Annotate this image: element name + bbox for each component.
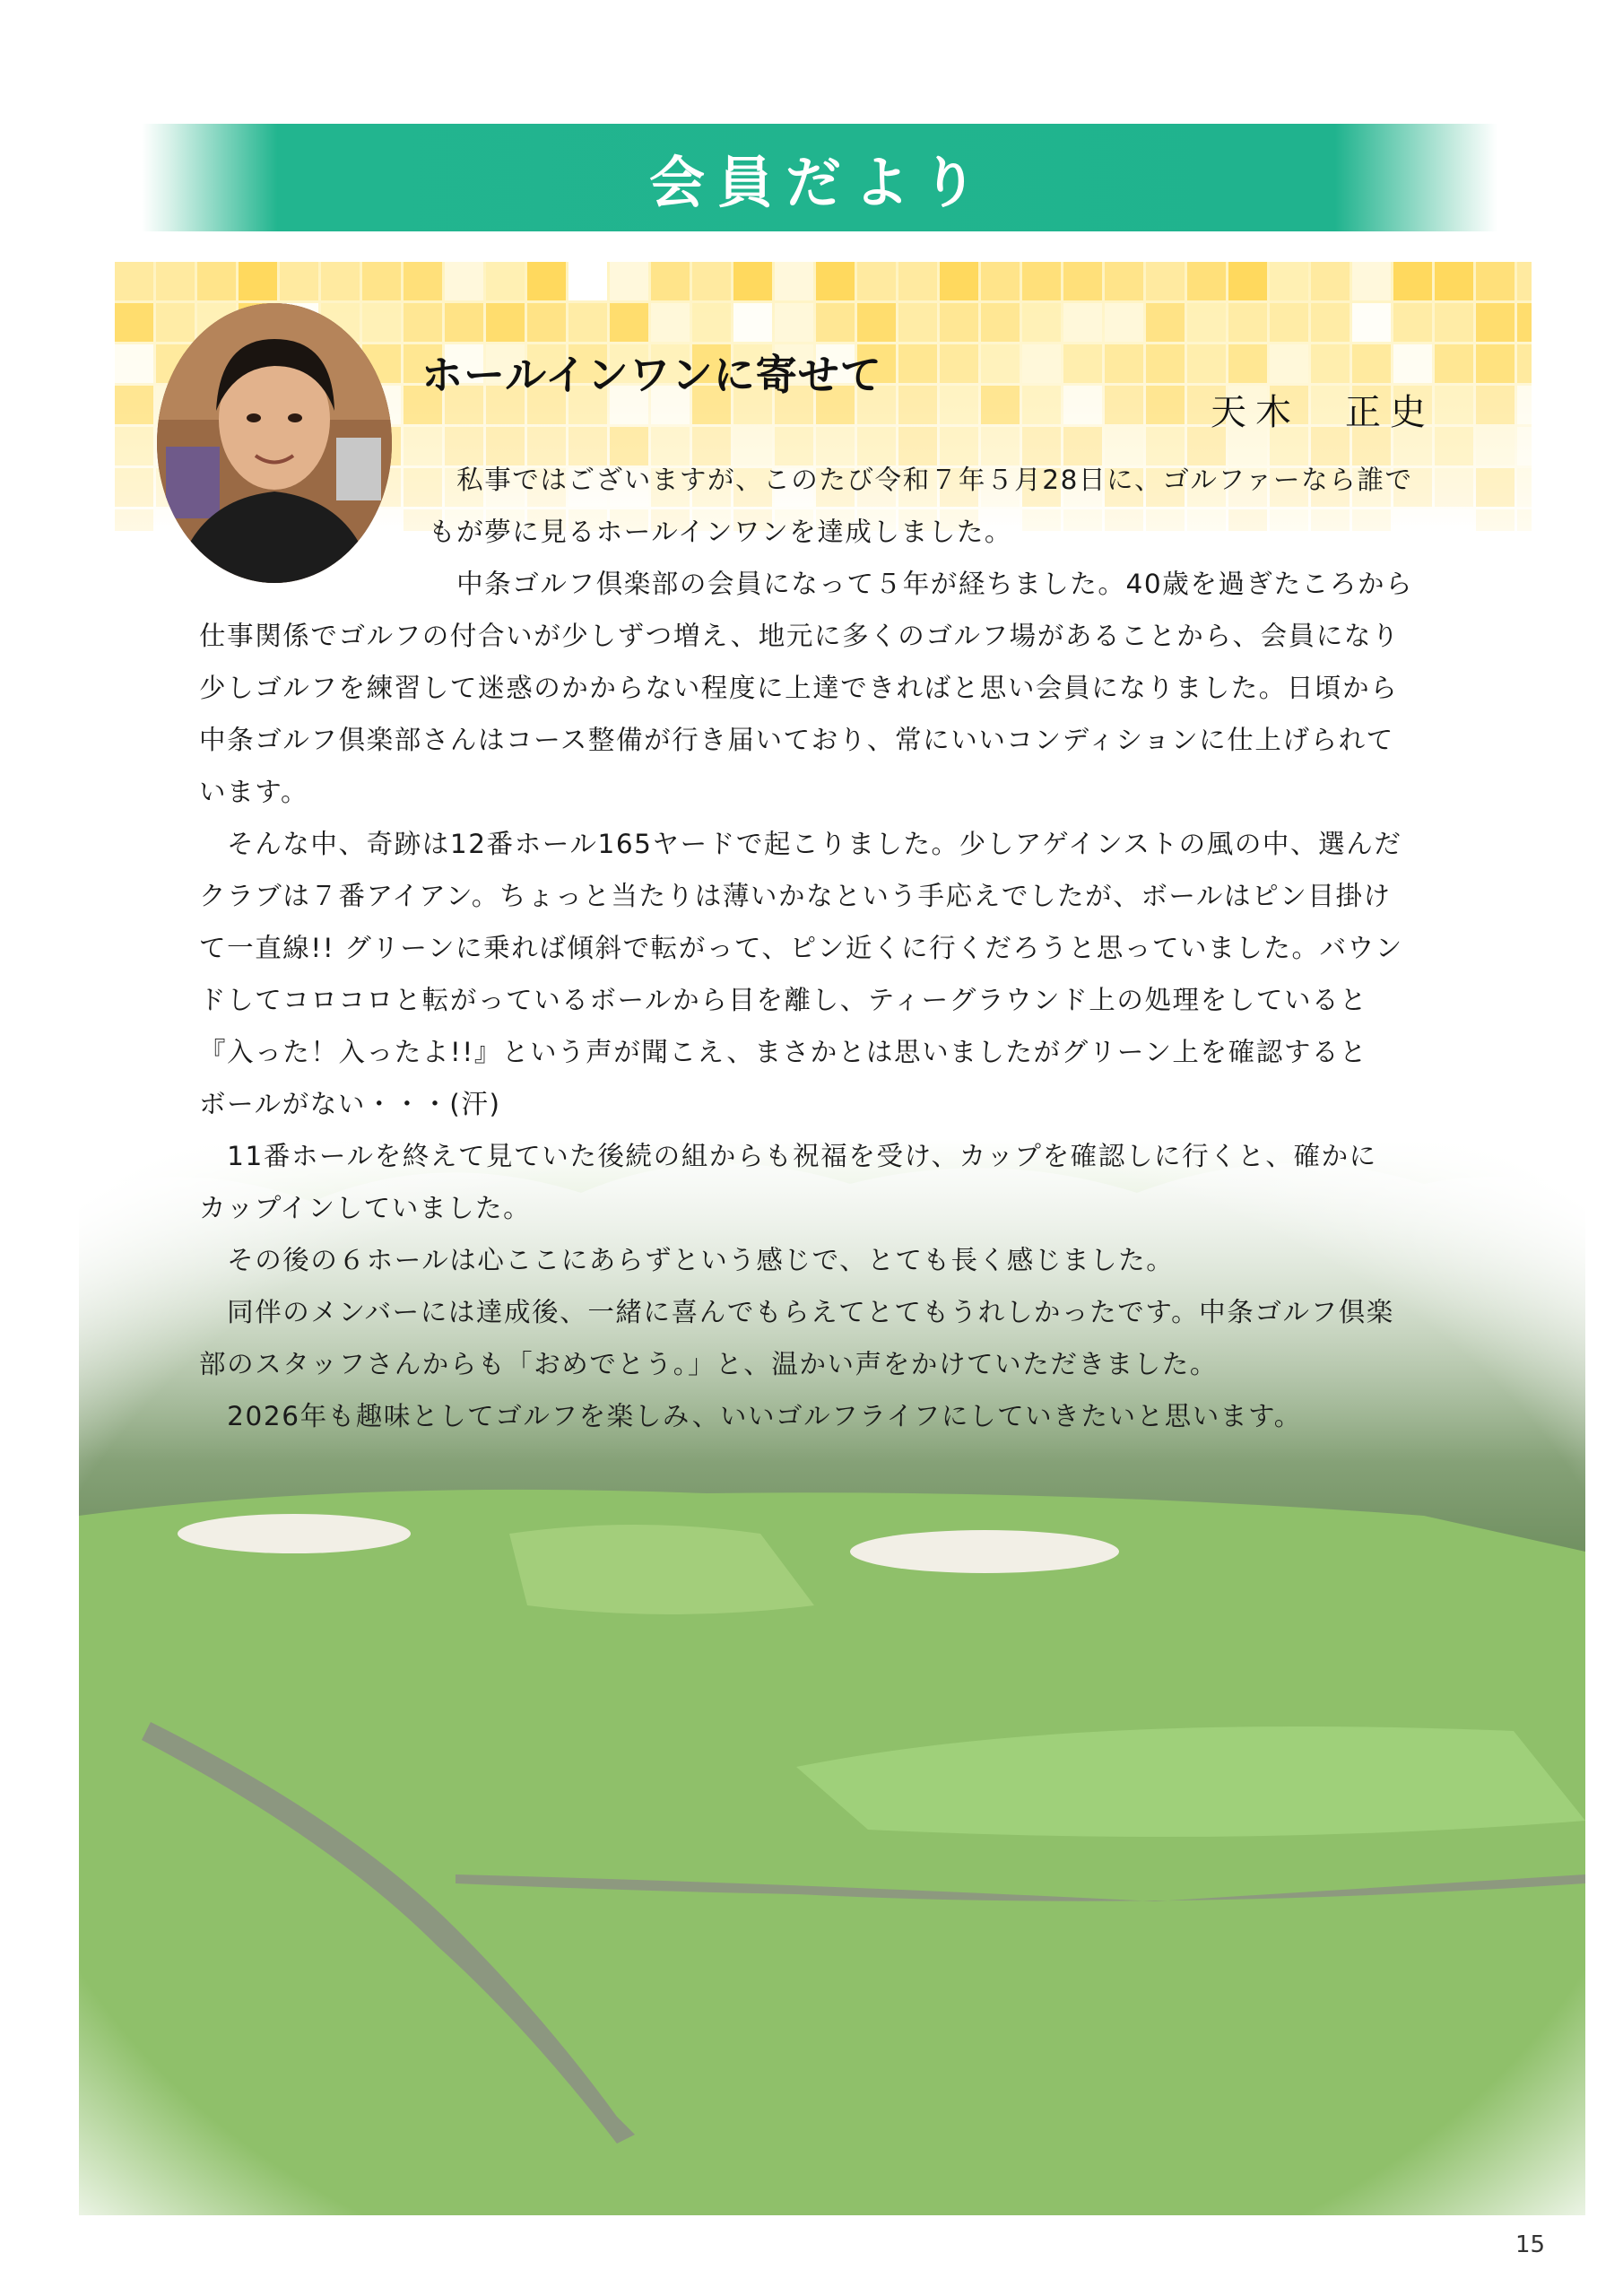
mosaic-tile xyxy=(1146,386,1185,424)
mosaic-tile xyxy=(1187,344,1226,383)
mosaic-tile xyxy=(321,262,360,300)
mosaic-tile xyxy=(775,303,813,342)
mosaic-tile xyxy=(1352,344,1391,383)
mosaic-tile xyxy=(1022,509,1061,531)
mosaic-tile xyxy=(651,262,690,300)
mosaic-tile xyxy=(1105,344,1143,383)
mosaic-tile xyxy=(940,344,978,383)
mosaic-tile xyxy=(1311,303,1350,342)
body-line: て一直線!! グリーンに乗れば傾斜で転がって、ピン近くに行くだろうと思っていました。バウン xyxy=(199,933,1403,963)
mosaic-tile xyxy=(115,344,153,383)
mosaic-tile xyxy=(1517,468,1532,507)
mosaic-tile xyxy=(1146,509,1185,531)
mosaic-tile xyxy=(1435,303,1473,342)
mosaic-tile xyxy=(1063,509,1102,531)
mosaic-tile xyxy=(445,303,483,342)
mosaic-tile xyxy=(1393,303,1432,342)
mosaic-tile xyxy=(1146,262,1185,300)
author-name: 天木 正史 xyxy=(1211,392,1435,433)
mosaic-tile xyxy=(1105,386,1143,424)
body-line: 部のスタッフさんからも「おめでとう。」と、温かい声をかけていただきました。 xyxy=(199,1349,1218,1379)
mosaic-tile xyxy=(1476,468,1515,507)
article-title: ホールインワンに寄せて xyxy=(421,351,882,399)
mosaic-tile xyxy=(1063,262,1102,300)
mosaic-tile xyxy=(857,262,896,300)
mosaic-tile xyxy=(1352,303,1391,342)
body-line: 中条ゴルフ倶楽部の会員になって５年が経ちました。40歳を過ぎたころから xyxy=(429,569,1414,599)
mosaic-tile xyxy=(1105,262,1143,300)
body-line: 同伴のメンバーには達成後、一緒に喜んでもらえてとてもうれしかったです。中条ゴルフ倶楽 xyxy=(199,1297,1394,1327)
mosaic-tile xyxy=(1476,427,1515,465)
body-line: 11番ホールを終えて見ていた後続の組からも祝福を受け、カップを確認しに行くと、確かに xyxy=(199,1141,1377,1171)
body-line: 『入った！入ったよ!!』という声が聞こえ、まさかとは思いましたがグリーン上を確認すると xyxy=(199,1037,1368,1067)
mosaic-tile xyxy=(1063,303,1102,342)
mosaic-tile xyxy=(1187,303,1226,342)
mosaic-tile xyxy=(816,262,855,300)
mosaic-tile xyxy=(1270,262,1308,300)
mosaic-tile xyxy=(527,303,566,342)
mosaic-tile xyxy=(115,468,153,507)
mosaic-tile xyxy=(115,509,153,531)
mosaic-tile xyxy=(445,262,483,300)
mosaic-tile xyxy=(1393,344,1432,383)
mosaic-tile xyxy=(1105,303,1143,342)
body-line: 2026年も趣味としてゴルフを楽しみ、いいゴルフライフにしていきたいと思います。 xyxy=(199,1401,1302,1431)
mosaic-tile xyxy=(1311,262,1350,300)
body-line: もが夢に見るホールインワンを達成しました。 xyxy=(429,517,1013,547)
mosaic-tile xyxy=(1063,344,1102,383)
mosaic-tile xyxy=(1393,509,1432,531)
mosaic-tile xyxy=(1517,427,1532,465)
mosaic-tile xyxy=(1476,262,1515,300)
mosaic-tile xyxy=(1435,468,1473,507)
mosaic-tile xyxy=(857,303,896,342)
body-line: います。 xyxy=(199,777,309,807)
mosaic-tile xyxy=(404,303,442,342)
mosaic-tile xyxy=(1476,303,1515,342)
mosaic-tile xyxy=(527,262,566,300)
mosaic-tile xyxy=(1517,303,1532,342)
mosaic-tile xyxy=(156,303,195,342)
mosaic-tile xyxy=(1352,262,1391,300)
mosaic-tile xyxy=(1228,344,1267,383)
mosaic-tile xyxy=(981,386,1020,424)
mosaic-tile xyxy=(1063,386,1102,424)
mosaic-tile xyxy=(1311,509,1350,531)
mosaic-tile xyxy=(1187,262,1226,300)
mosaic-tile xyxy=(940,303,978,342)
mosaic-tile xyxy=(940,262,978,300)
mosaic-tile xyxy=(1022,303,1061,342)
mosaic-tile xyxy=(1022,262,1061,300)
mosaic-tile xyxy=(1022,344,1061,383)
mosaic-tile xyxy=(775,262,813,300)
mosaic-tile xyxy=(898,344,937,383)
mosaic-tile xyxy=(940,386,978,424)
mosaic-tile xyxy=(404,262,442,300)
mosaic-tile xyxy=(1352,509,1391,531)
mosaic-tile xyxy=(156,262,195,300)
mosaic-tile xyxy=(486,262,525,300)
mosaic-tile xyxy=(898,262,937,300)
mosaic-tile xyxy=(197,262,236,300)
author-portrait xyxy=(157,303,392,583)
mosaic-tile xyxy=(981,344,1020,383)
mosaic-tile xyxy=(610,262,648,300)
mosaic-tile xyxy=(1435,262,1473,300)
mosaic-tile xyxy=(115,262,153,300)
mosaic-tile xyxy=(1517,344,1532,383)
body-line: 中条ゴルフ倶楽部さんはコース整備が行き届いており、常にいいコンディションに仕上げられて xyxy=(199,725,1394,755)
mosaic-tile xyxy=(1270,344,1308,383)
mosaic-tile xyxy=(1187,509,1226,531)
mosaic-tile xyxy=(1146,303,1185,342)
section-title: 会員だより xyxy=(648,149,990,215)
body-line: ドしてコロコロと転がっているボールから目を離し、ティーグラウンド上の処理をしていると xyxy=(199,985,1368,1015)
mosaic-tile xyxy=(486,303,525,342)
mosaic-tile xyxy=(568,262,607,300)
body-line: 少しゴルフを練習して迷惑のかからない程度に上達できればと思い会員になりました。日頃から xyxy=(199,673,1399,703)
body-line: ボールがない・・・(汗) xyxy=(199,1089,501,1119)
mosaic-tile xyxy=(1476,509,1515,531)
body-line: 仕事関係でゴルフの付合いが少しずつ増え、地元に多くのゴルフ場があることから、会員になり xyxy=(199,621,1401,651)
body-line: そんな中、奇跡は12番ホール165ヤードで起こりました。少しアゲインストの風の中、選んだ xyxy=(199,829,1402,859)
mosaic-tile xyxy=(733,303,772,342)
mosaic-tile xyxy=(1228,303,1267,342)
mosaic-tile xyxy=(610,303,648,342)
mosaic-tile xyxy=(568,303,607,342)
mosaic-tile xyxy=(1270,509,1308,531)
mosaic-tile xyxy=(692,262,731,300)
mosaic-tile xyxy=(1228,262,1267,300)
mosaic-tile xyxy=(362,303,401,342)
mosaic-tile xyxy=(1517,509,1532,531)
body-line: 私事ではございますが、このたび令和７年５月28日に、ゴルファーなら誰で xyxy=(429,465,1413,495)
mosaic-tile xyxy=(1435,386,1473,424)
mosaic-tile xyxy=(816,303,855,342)
mosaic-tile xyxy=(692,303,731,342)
mosaic-tile xyxy=(280,262,318,300)
mosaic-tile xyxy=(115,427,153,465)
mosaic-tile xyxy=(239,262,277,300)
mosaic-tile xyxy=(1435,344,1473,383)
mosaic-tile xyxy=(1105,509,1143,531)
mosaic-tile xyxy=(898,386,937,424)
mosaic-tile xyxy=(1270,303,1308,342)
mosaic-tile xyxy=(651,303,690,342)
mosaic-tile xyxy=(981,262,1020,300)
mosaic-tile xyxy=(981,303,1020,342)
mosaic-tile xyxy=(1517,262,1532,300)
body-line: クラブは７番アイアン。ちょっと当たりは薄いかなという手応えでしたが、ボールはピン目掛け xyxy=(199,881,1392,911)
mosaic-tile xyxy=(1435,427,1473,465)
mosaic-tile xyxy=(1476,344,1515,383)
section-banner xyxy=(142,124,1497,231)
mosaic-tile xyxy=(115,386,153,424)
page-number: 15 xyxy=(1515,2231,1546,2258)
mosaic-tile xyxy=(115,303,153,342)
mosaic-tile xyxy=(1146,344,1185,383)
mosaic-tile xyxy=(1022,386,1061,424)
mosaic-tile xyxy=(733,262,772,300)
mosaic-tile xyxy=(1517,386,1532,424)
mosaic-tile xyxy=(1228,509,1267,531)
mosaic-tile xyxy=(1476,386,1515,424)
mosaic-tile xyxy=(1435,509,1473,531)
mosaic-tile xyxy=(1311,344,1350,383)
body-line: その後の６ホールは心ここにあらずという感じで、とても長く感じました。 xyxy=(199,1245,1175,1275)
mosaic-tile xyxy=(362,262,401,300)
mosaic-tile xyxy=(898,303,937,342)
mosaic-tile xyxy=(1393,262,1432,300)
body-line: カップインしていました。 xyxy=(199,1193,532,1223)
